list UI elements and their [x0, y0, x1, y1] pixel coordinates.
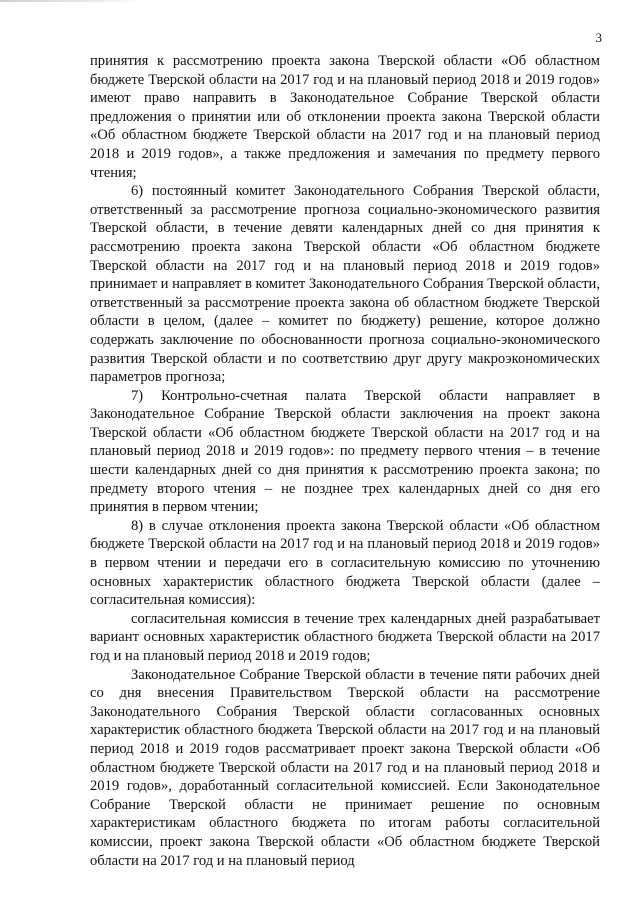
page-number: 3	[595, 30, 602, 45]
scan-edge-mark	[0, 0, 140, 2]
paragraph-item-7: 7) Контрольно-счетная палата Тверской области направляет в Законодательное Собрание Тверской области заключения на проект закона Тверской области «Об областном бюджете Тверской области на 2017 год и на плановый период 2018 и 2019 годов»: по предмету первого чтения – в течение шести календарных дней со дня принятия к рассмотрению проекта закона; по предмету второго чтения – не позднее трех календарных дней со дня его принятия в первом чтении;	[90, 387, 600, 516]
paragraph-item-8: 8) в случае отклонения проекта закона Тверской области «Об областном бюджете Тверской области на 2017 год и на плановый период 2018 и 2019 годов» в первом чтении и передачи его в согласительную комиссию по уточнению основных характеристик областного бюджета Тверской области (далее – согласительная комиссия):	[90, 517, 600, 609]
document-body	[90, 52, 600, 870]
paragraph-item-6: 6) постоянный комитет Законодательного Собрания Тверской области, ответственный за рассмотрение прогноза социально-экономического развития Тверской области, в течение девяти календарных дней со дня принятия к рассмотрению проекта закона Тверской области «Об областном бюджете Тверской области на 2017 год и на плановый период 2018 и 2019 годов» принимает и направляет в комитет Законодательного Собрания Тверской области, ответственный за рассмотрение проекта закона об областном бюджете Тверской области в целом, (далее – комитет по бюджету) решение, которое должно содержать заключение по обоснованности прогноза социально-экономического развития Тверской области и по соответствию друг другу макроэкономических параметров прогноза;	[90, 183, 600, 386]
paragraph-continuation: принятия к рассмотрению проекта закона Тверской области «Об областном бюджете Тверской области на 2017 год и на плановый период 2018 и 2019 годов» имеют право направить в Законодательное Собрание Тверской области предложения о принятии или об отклонении проекта закона Тверской области «Об областном бюджете Тверской области на 2017 год и на плановый период 2018 и 2019 годов», а также предложения и замечания по предмету первого чтения;	[90, 53, 600, 181]
paragraph-conciliation-commission: согласительная комиссия в течение трех календарных дней разрабатывает вариант основных характеристик областного бюджета Тверской области на 2017 год и на плановый период 2018 и 2019 годов;	[90, 610, 600, 664]
paragraph-legislative-assembly: Законодательное Собрание Тверской области в течение пяти рабочих дней со дня внесения Правительством Тверской области на рассмотрение Законодательного Собрания Тверской области согласованных основных характеристик областного бюджета Тверской области на 2017 год и на плановый период 2018 и 2019 годов рассматривает проект закона Тверской области «Об областном бюджете Тверской области на 2017 год и на плановый период 2018 и 2019 годов», доработанный согласительной комиссией. Если Законодательное Собрание Тверской области не принимает решение по основным характеристикам областного бюджета по итогам работы согласительной комиссии, проект закона Тверской области «Об областном бюджете Тверской области на 2017 год и на плановый период	[90, 666, 600, 869]
